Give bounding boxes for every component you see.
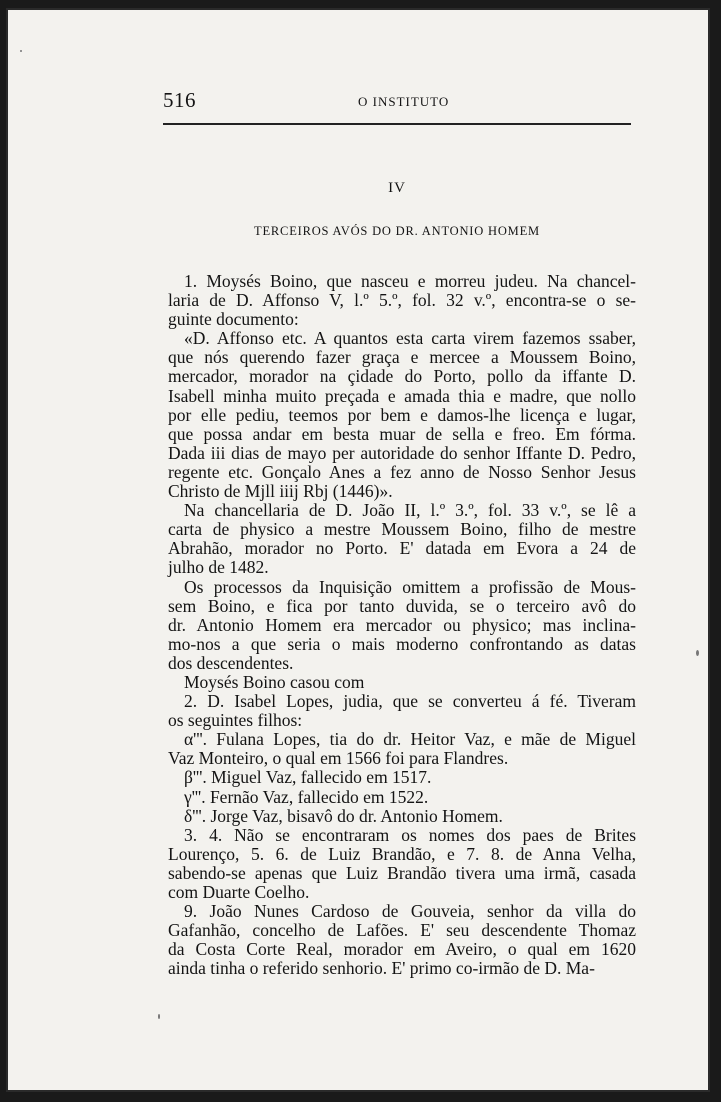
text-line: que nós querendo fazer graça e mercee a Moussem Boino, <box>168 347 636 368</box>
text-line: Lourenço, 5. 6. de Luiz Brandão, e 7. 8. de Anna Velha, <box>168 843 636 864</box>
text-line: que possa andar em besta muar de sella e freo. Em fórma. <box>168 423 636 444</box>
text-line: 3. 4. Não se encontraram os nomes dos paes de Brites <box>184 824 636 845</box>
text-line: ainda tinha o referido senhorio. E' primo co-irmão de D. Ma- <box>168 958 595 979</box>
paper-speck <box>696 650 699 656</box>
text-line: regente etc. Gonçalo Anes a fez anno de Nosso Senhor Jesus <box>168 461 636 482</box>
text-line: «D. Affonso etc. A quantos esta carta virem fazemos ssaber, <box>184 328 636 349</box>
text-line: δ'''. Jorge Vaz, bisavô do dr. Antonio Homem. <box>184 805 503 826</box>
paragraph <box>168 768 636 787</box>
paragraph <box>168 329 636 501</box>
text-line: sabendo-se apenas que Luiz Brandão tivera uma irmã, casada <box>168 862 636 883</box>
book-page <box>6 8 710 1092</box>
paragraph <box>168 692 636 730</box>
text-line: Gafanhão, concelho de Lafões. E' seu descendente Thomaz <box>168 920 636 941</box>
text-line: laria de D. Affonso V, l.º 5.º, fol. 32 v.º, encontra-se o se- <box>168 290 636 311</box>
text-line: da Costa Corte Real, morador em Aveiro, o qual em 1620 <box>168 939 636 960</box>
text-line: α'''. Fulana Lopes, tia do dr. Heitor Vaz, e mãe de Miguel <box>184 729 636 750</box>
text-line: Dada iii dias de mayo per autoridade do senhor Iffante D. Pedro, <box>168 442 636 463</box>
text-line: Christo de Mjll iiij Rbj (1446)». <box>168 481 393 502</box>
text-line: Os processos da Inquisição omittem a profissão de Mous- <box>184 576 636 597</box>
text-line: Moysés Boino casou com <box>184 671 365 692</box>
text-line: γ'''. Fernão Vaz, fallecido em 1522. <box>184 786 429 807</box>
text-line: dr. Antonio Homem era mercador ou physico; mas inclina- <box>168 614 636 635</box>
paragraph <box>168 673 636 692</box>
text-line: 1. Moysés Boino, que nasceu e morreu judeu. Na chancel- <box>184 271 636 291</box>
running-title: O INSTITUTO <box>358 94 450 109</box>
header-rule <box>163 123 631 125</box>
page-number: 516 <box>163 88 196 112</box>
text-line: Vaz Monteiro, o qual em 1566 foi para Flandres. <box>168 748 509 769</box>
body-text <box>168 272 636 978</box>
text-line: mercador, morador na çidade do Porto, pollo da iffante D. <box>168 366 636 387</box>
paragraph <box>168 826 636 902</box>
text-line: os seguintes filhos: <box>168 710 303 731</box>
text-line: com Duarte Coelho. <box>168 882 310 902</box>
paragraph <box>168 578 636 673</box>
text-line: dos descendentes. <box>168 652 294 673</box>
paper-speck <box>158 1014 160 1019</box>
paragraph <box>168 730 636 768</box>
text-line: Isabell minha muito preçada e amada thia e madre, que nollo <box>168 385 636 406</box>
text-line: por elle pediu, teemos por bem e damos-lhe licença e lugar, <box>168 404 636 425</box>
text-line: julho de 1482. <box>168 557 269 578</box>
paragraph <box>168 272 636 329</box>
text-line: Abrahão, morador no Porto. E' datada em Evora a 24 de <box>168 538 636 559</box>
paragraph <box>168 501 636 577</box>
text-line: guinte documento: <box>168 309 299 330</box>
text-line: Na chancellaria de D. João II, l.º 3.º, fol. 33 v.º, se lê a <box>184 500 636 521</box>
section-title: TERCEIROS AVÓS DO DR. ANTONIO HOMEM <box>254 224 540 238</box>
paper-speck <box>20 50 22 52</box>
text-line: mo-nos a que seria o mais moderno confrontando as datas <box>168 633 636 654</box>
paragraph <box>168 788 636 807</box>
text-line: 2. D. Isabel Lopes, judia, que se converteu á fé. Tiveram <box>184 691 636 712</box>
paragraph <box>168 902 636 978</box>
text-line: β'''. Miguel Vaz, fallecido em 1517. <box>184 767 432 788</box>
section-number: IV <box>388 180 406 196</box>
text-line: 9. João Nunes Cardoso de Gouveia, senhor da villa do <box>184 901 636 922</box>
page-header <box>163 88 633 118</box>
paragraph <box>168 807 636 826</box>
text-line: carta de physico a mestre Moussem Boino, filho de mestre <box>168 519 636 540</box>
text-line: sem Boino, e fica por tanto duvida, se o terceiro avô do <box>168 595 636 616</box>
